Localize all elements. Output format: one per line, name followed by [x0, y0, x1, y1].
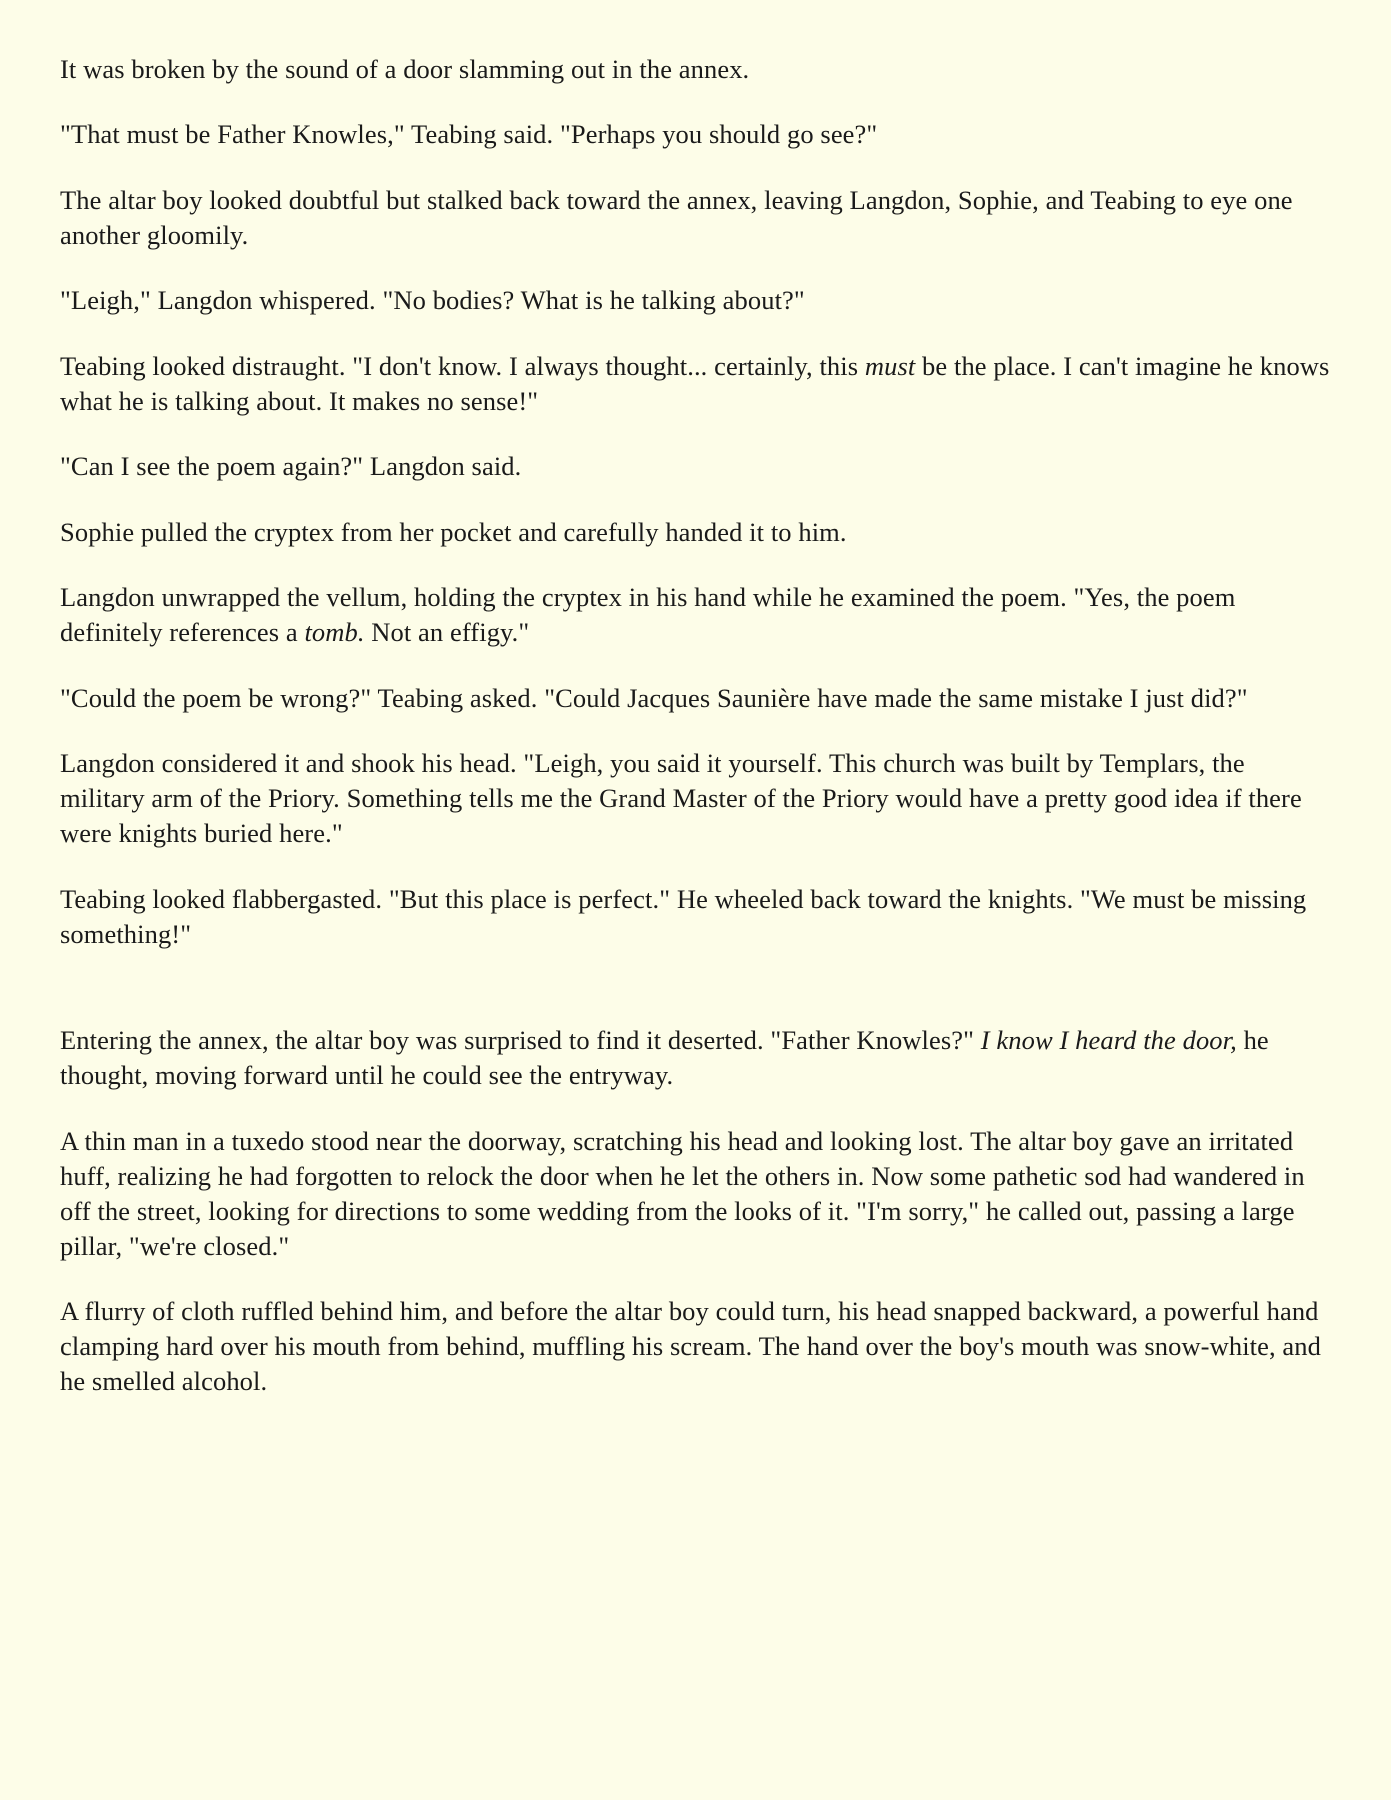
paragraph: Entering the annex, the altar boy was surprised to find it deserted. "Father Knowles?" I know I heard the door, he thought, moving forward until he could see the entryway. — [60, 1025, 1269, 1091]
section-break — [60, 951, 1332, 1023]
paragraph: Langdon unwrapped the vellum, holding the cryptex in his hand while he examined the poem. "Yes, the poem definitely references a tomb. Not an effigy." — [60, 582, 1236, 648]
document-body — [60, 52, 1332, 1399]
paragraph: Sophie pulled the cryptex from her pocket and carefully handed it to him. — [60, 516, 847, 547]
section-one — [60, 52, 1332, 951]
paragraph: A flurry of cloth ruffled behind him, and before the altar boy could turn, his head snapped backward, a powerful hand clamping hard over his mouth from behind, muffling his scream. The hand over the boy's mouth was snow-white, and he smelled alcohol. — [60, 1296, 1321, 1397]
paragraph: "That must be Father Knowles," Teabing said. "Perhaps you should go see?" — [60, 119, 878, 150]
paragraph: A thin man in a tuxedo stood near the doorway, scratching his head and looking lost. The altar boy gave an irritated huff, realizing he had forgotten to relock the door when he let the others in. Now some pathetic sod had wandered in off the street, looking for directions to some wedding from the looks of it. "I'm sorry," he called out, passing a large pillar, "we're closed." — [60, 1125, 1305, 1261]
paragraph: It was broken by the sound of a door slamming out in the annex. — [60, 54, 750, 84]
paragraph: "Could the poem be wrong?" Teabing asked. "Could Jacques Saunière have made the same mistake I just did?" — [60, 682, 1248, 713]
paragraph: "Can I see the poem again?" Langdon said. — [60, 451, 522, 482]
paragraph: The altar boy looked doubtful but stalked back toward the annex, leaving Langdon, Sophie, and Teabing to eye one another gloomily. — [60, 184, 1293, 250]
paragraph: Teabing looked flabbergasted. "But this place is perfect." He wheeled back toward the knights. "We must be missing something!" — [60, 883, 1307, 949]
section-two — [60, 1023, 1332, 1399]
paragraph: Teabing looked distraught. "I don't know. I always thought... certainly, this must be the place. I can't imagine he knows what he is talking about. It makes no sense!" — [60, 350, 1330, 416]
paragraph: Langdon considered it and shook his head. "Leigh, you said it yourself. This church was built by Templars, the military arm of the Priory. Something tells me the Grand Master of the Priory would have a pretty good idea if there were knights buried here." — [60, 748, 1302, 849]
paragraph: "Leigh," Langdon whispered. "No bodies? What is he talking about?" — [60, 285, 805, 316]
